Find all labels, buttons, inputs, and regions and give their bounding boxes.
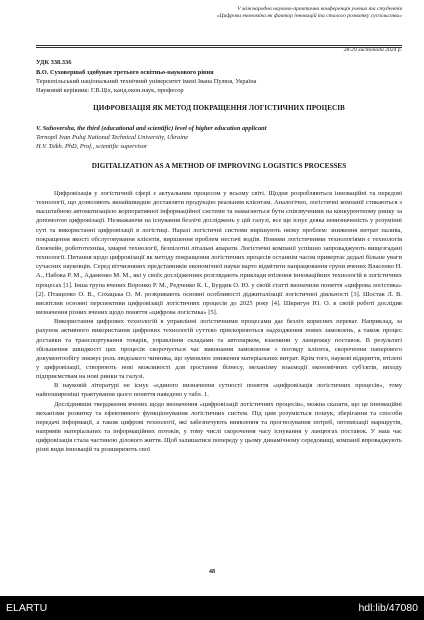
affiliation-ua: Тернопільський національний технічний університет імені Івана Пулюя, Україна — [36, 78, 257, 85]
handle-id: hdl:lib/47080 — [358, 602, 418, 614]
author-name-en: V. Suhovershа, the third (educational and scientific) level of higher education applicant — [36, 125, 267, 132]
authors-ua — [36, 68, 402, 95]
running-header-line-2: «Цифрова економіка як фактор інновацій та сталого розвитку суспільства» — [216, 13, 402, 19]
paragraph: Досліднивши твердження вчених щодо визначення «цифровізації логістичних процесів», можна сказати, що це інноваційні механізми розвитку та ефективного функціонування логістичних систем. Під цим розуміється пошук, зберігання та способи передачі інформації, а також цифрові технології, які забезпечують виявлення та прогнозування потреб, оптимізації маршрутів, напрямів матеріальних та інформаційних потоків, у тому числі скорочення часу існування у ланцюгах поставок. У наш час цифровізація стала частиною ділового життя. Щоб залишатися попереду у цьому динамічному середовищі, компанії впроваджують різні види інновацій та розширюють свої — [36, 400, 402, 454]
affiliation-en: Ternopil Ivan Puluj National Technical University, Ukraine — [36, 134, 189, 141]
supervisor-en: H.V. Tsikh. PhD, Prof., scientific supervisor — [36, 143, 148, 150]
paragraph: В науковій літературі не існує «єдиного визначення сутності поняття «цифровізація логістичних процесів», тому найпоширеніші трактування цього поняття наведено у табл. 1. — [36, 382, 402, 399]
repository-name: ELARTU — [6, 602, 48, 614]
article-body — [36, 189, 402, 455]
authors-en — [36, 124, 402, 151]
paragraph: Використання цифрових технологій в управлінні логістичними процесами дає безліч корисних переваг. Наприклад, за рахунок активного використання цифрових технологій суттєво прискорюються надходження нових замовлень, а також процес доставки та транспортування товарів, управління складами та автопарком, взаємини у ланцюжку поставок. В результаті збільшення швидкості цих процесів скорочується час виконання замовлення з погляду клієнта, скорочення паперового документообігу знижує роль людського чинника, що зумовлює зниження матеріальних витрат. Крім того, наукові відкриття, втілені у цифровізації, створюють нові можливості для зростання бізнесу, механізму взаємодії економічних суб'єктів, виходу підприємствам на нові ринки та галузі. — [36, 318, 402, 381]
running-header-line-1: V міжнародна науково-практична конференція учених та студентів — [237, 6, 402, 12]
repository-footer-bar — [0, 596, 424, 620]
paragraph: Цифровізація у логістичній сфері є актуальним процесом у всьому світі. Щодня розробляються інноваційні та передові технології, що дозволяють якнайшвидше доставляти продукцію реальним клієнтам. Аналогічно, логістичні компанії стикаються з масштабною автоматизацією корпоративної інформаційної системи та намагаються бути співзвучними на конкурентному ринку за допомогою цифровізації. Незважаючи на існування безлічі досліджень у цій галузі, все ще існує деяка невизначеність у розумінні суті та використанні цифровізації в логістиці. Наразі логістичні системи вирішують низку проблем: зниження витрат палива, покращення якості обслуговування клієнтів, вирішення проблем нестачі водіїв. Новими логістичними технологіями є технологія блокчейн, робототехніка, хмарні технології, безпілотні літальні апарати. Логістичні компанії успішно запроваджують вищезгадані технології. Питання щодо цифровізації як методу покращення логістичних процесів останнім часом привертає дедалі більше уваги сучасних науковців. Серед вітчизняних представників економічної науки варто відмітити напрацювання групи вчених Власенко Н. А., Набока Р. М., Адаменко М. М., які у своїх дослідженнях розглядають приклади втілення інноваційних технологій в логістичних процесах [1]. Інша група вчених Воронко Р. М., Редченко К. І., Бурдик О. Ю. у своїй статті визначили поняття «цифрова логістика» [2]. Птащенко О. В., Сохацька О. М. розкривають основні особливості діджиталізації логістичної діяльності [3]. Шостак Л. В. висвітлив основні перспективи цифровізації логістичних процесів до 2025 року [4]. Шкригун Ю. О. в своїй роботі дослідив визначення різних вчених щодо поняття «цифрова логістика» [5]. — [36, 190, 402, 317]
title-ua: ЦИФРОВІЗАЦІЯ ЯК МЕТОД ПОКРАЩЕННЯ ЛОГІСТИЧНИХ ПРОЦЕСІВ — [93, 104, 345, 112]
conference-date: 28-29 листопада 2024 р. — [343, 47, 402, 53]
title-en: DIGITALIZATION AS A METHOD OF IMPROVING LOGISTICS PROCESSES — [91, 162, 347, 170]
udk-code: УДК 338.336 — [36, 59, 72, 66]
supervisor-ua: Науковий керівник: Г.В.Ціх, канд.екон.наук, професор — [36, 87, 184, 94]
author-name-ua: В.О. Суховершаб здобувач третього освітньо-наукового рівня — [36, 69, 214, 76]
page-number: 48 — [208, 568, 216, 575]
